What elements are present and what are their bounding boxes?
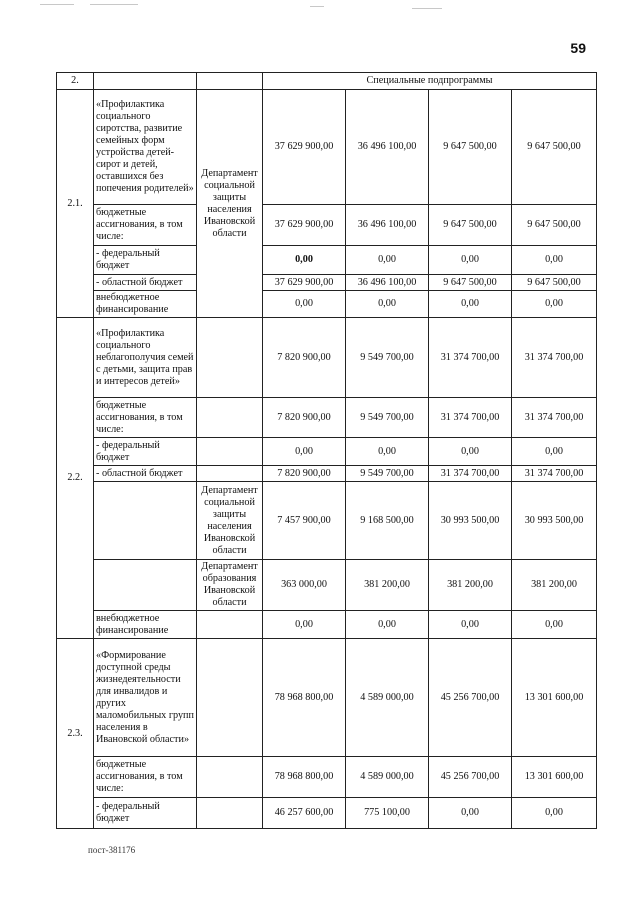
empty-cell — [197, 318, 263, 398]
value-cell: 7 457 900,00 — [263, 482, 346, 560]
value-cell: 381 200,00 — [512, 560, 597, 611]
table-row — [57, 398, 597, 438]
value-cell: 36 496 100,00 — [346, 275, 429, 291]
value-cell: 9 647 500,00 — [512, 205, 597, 246]
value-cell: 9 168 500,00 — [346, 482, 429, 560]
program-title: «Формирование доступной среды жизнедеятельности для инвалидов и других маломобильных групп населения в Ивановской области» — [94, 639, 197, 757]
value-cell: 381 200,00 — [429, 560, 512, 611]
empty-cell — [197, 73, 263, 90]
value-cell: 0,00 — [512, 246, 597, 275]
row-number: 2.3. — [57, 639, 94, 829]
extra-budget-label: внебюджетное финансирование — [94, 291, 197, 318]
value-cell: 31 374 700,00 — [429, 466, 512, 482]
federal-label: - федеральный бюджет — [94, 798, 197, 829]
value-cell: 13 301 600,00 — [512, 639, 597, 757]
value-cell: 31 374 700,00 — [512, 398, 597, 438]
scan-artifact-left — [40, 4, 74, 5]
value-cell: 9 549 700,00 — [346, 318, 429, 398]
scan-artifact-left-2 — [90, 4, 138, 5]
value-cell: 0,00 — [263, 291, 346, 318]
value-cell: 7 820 900,00 — [263, 466, 346, 482]
value-cell: 30 993 500,00 — [429, 482, 512, 560]
value-cell: 7 820 900,00 — [263, 398, 346, 438]
value-cell: 0,00 — [429, 291, 512, 318]
value-cell: 78 968 800,00 — [263, 639, 346, 757]
empty-cell — [197, 757, 263, 798]
empty-cell — [197, 611, 263, 639]
value-cell: 31 374 700,00 — [512, 318, 597, 398]
section-title: Специальные подпрограммы — [263, 73, 597, 90]
value-cell: 31 374 700,00 — [512, 466, 597, 482]
table-row — [57, 291, 597, 318]
empty-cell — [197, 438, 263, 466]
federal-label: - федеральный бюджет — [94, 246, 197, 275]
value-cell: 0,00 — [346, 438, 429, 466]
value-cell: 9 647 500,00 — [512, 275, 597, 291]
budget-label: бюджетные ассигнования, в том числе: — [94, 398, 197, 438]
value-cell: 7 820 900,00 — [263, 318, 346, 398]
table-row — [57, 639, 597, 757]
value-cell: 37 629 900,00 — [263, 205, 346, 246]
table-row — [57, 318, 597, 398]
value-cell: 0,00 — [263, 246, 346, 275]
value-cell: 37 629 900,00 — [263, 275, 346, 291]
value-cell: 381 200,00 — [346, 560, 429, 611]
scan-artifact-mid — [310, 6, 324, 7]
value-cell: 36 496 100,00 — [346, 90, 429, 205]
value-cell: 46 257 600,00 — [263, 798, 346, 829]
value-cell: 0,00 — [346, 291, 429, 318]
table-row — [57, 482, 597, 560]
value-cell: 0,00 — [512, 438, 597, 466]
value-cell: 78 968 800,00 — [263, 757, 346, 798]
value-cell: 0,00 — [512, 291, 597, 318]
table-row — [57, 205, 597, 246]
value-cell: 9 647 500,00 — [429, 205, 512, 246]
value-cell: 9 647 500,00 — [429, 275, 512, 291]
empty-cell — [197, 798, 263, 829]
budget-label: бюджетные ассигнования, в том числе: — [94, 757, 197, 798]
table-row — [57, 246, 597, 275]
document-footer-code: пост-381176 — [88, 845, 136, 855]
value-cell: 37 629 900,00 — [263, 90, 346, 205]
value-cell: 0,00 — [263, 438, 346, 466]
value-cell: 0,00 — [512, 611, 597, 639]
value-cell: 13 301 600,00 — [512, 757, 597, 798]
empty-cell — [197, 639, 263, 757]
value-cell: 36 496 100,00 — [346, 205, 429, 246]
value-cell: 0,00 — [512, 798, 597, 829]
regional-label: - областной бюджет — [94, 275, 197, 291]
regional-label: - областной бюджет — [94, 466, 197, 482]
budget-table — [56, 72, 597, 829]
empty-cell — [197, 466, 263, 482]
table-row — [57, 611, 597, 639]
scan-artifact-right — [412, 8, 442, 9]
value-cell: 775 100,00 — [346, 798, 429, 829]
section-header-row — [57, 73, 597, 90]
program-title: «Профилактика социального сиротства, развитие семейных форм устройства детей-сирот и детей, оставшихся без попечения родителей» — [94, 90, 197, 205]
value-cell: 9 549 700,00 — [346, 398, 429, 438]
empty-cell — [94, 482, 197, 560]
value-cell: 0,00 — [346, 611, 429, 639]
row-number: 2.2. — [57, 318, 94, 639]
extra-budget-label: внебюджетное финансирование — [94, 611, 197, 639]
table-row — [57, 466, 597, 482]
department-cell: Департамент социальной защиты населения Ивановской области — [197, 90, 263, 318]
value-cell: 0,00 — [429, 611, 512, 639]
section-number: 2. — [57, 73, 94, 90]
value-cell: 30 993 500,00 — [512, 482, 597, 560]
row-number: 2.1. — [57, 90, 94, 318]
value-cell: 9 647 500,00 — [429, 90, 512, 205]
value-cell: 0,00 — [429, 438, 512, 466]
budget-label: бюджетные ассигнования, в том числе: — [94, 205, 197, 246]
value-cell: 45 256 700,00 — [429, 639, 512, 757]
table-row — [57, 90, 597, 205]
value-cell: 0,00 — [346, 246, 429, 275]
page-number: 59 — [570, 40, 586, 56]
value-cell: 4 589 000,00 — [346, 757, 429, 798]
federal-label: - федеральный бюджет — [94, 438, 197, 466]
value-cell: 31 374 700,00 — [429, 398, 512, 438]
value-cell: 45 256 700,00 — [429, 757, 512, 798]
program-title: «Профилактика социального неблагополучия семей с детьми, защита прав и интересов детей» — [94, 318, 197, 398]
value-cell: 9 647 500,00 — [512, 90, 597, 205]
value-cell: 0,00 — [429, 798, 512, 829]
value-cell: 0,00 — [429, 246, 512, 275]
table-row — [57, 757, 597, 798]
empty-cell — [197, 398, 263, 438]
department-cell: Департамент социальной защиты населения Ивановской области — [197, 482, 263, 560]
value-cell: 363 000,00 — [263, 560, 346, 611]
empty-cell — [94, 560, 197, 611]
table-row — [57, 798, 597, 829]
value-cell: 0,00 — [263, 611, 346, 639]
empty-cell — [94, 73, 197, 90]
value-cell: 9 549 700,00 — [346, 466, 429, 482]
table-row — [57, 438, 597, 466]
table-row — [57, 560, 597, 611]
department-cell: Департамент образования Ивановской области — [197, 560, 263, 611]
table-row — [57, 275, 597, 291]
value-cell: 31 374 700,00 — [429, 318, 512, 398]
value-cell: 4 589 000,00 — [346, 639, 429, 757]
